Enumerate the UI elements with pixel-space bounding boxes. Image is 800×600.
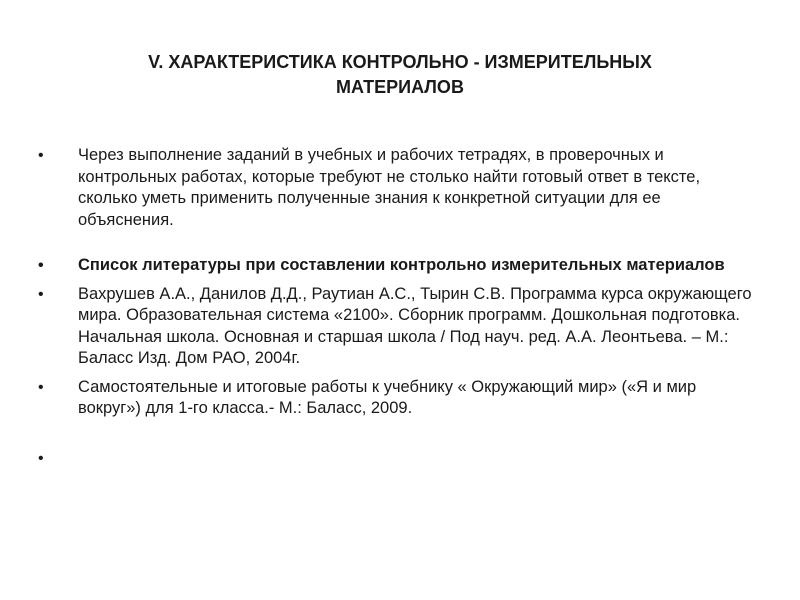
list-item-text: Вахрушев А.А., Данилов Д.Д., Раутиан А.С., Тырин С.В. Программа курса окружающего мира. Образовательная система «2100». Сборник программ. Дошкольная подготовка. Начальная школа. Основная и старшая школа / Под науч. ред. А.А. Леонтьева. – М.: Баласс Изд. Дом РАО, 2004г. bbox=[78, 284, 752, 367]
list-item-bibliography-heading bbox=[38, 255, 758, 277]
list-item-reference-2 bbox=[38, 377, 758, 420]
bullet-icon: • bbox=[38, 378, 44, 396]
bullet-icon: • bbox=[38, 257, 44, 274]
list-item-description bbox=[38, 145, 758, 231]
title-line-2: МАТЕРИАЛОВ bbox=[336, 77, 464, 97]
list-item-text: Список литературы при составлении контрольно измерительных материалов bbox=[78, 256, 725, 274]
list-item-text: Через выполнение заданий в учебных и рабочих тетрадях, в проверочных и контрольных работах, которые требуют не столько найти готовый ответ в тексте, сколько уметь применить полученные знания к конкретной ситуации для ее объяснения. bbox=[78, 146, 701, 229]
bullet-icon: • bbox=[38, 147, 44, 164]
bullet-icon: • bbox=[38, 449, 44, 467]
bullet-icon: • bbox=[38, 285, 44, 303]
bullet-list bbox=[38, 145, 758, 467]
title-line-1: V. ХАРАКТЕРИСТИКА КОНТРОЛЬНО - ИЗМЕРИТЕЛЬНЫХ bbox=[148, 52, 652, 72]
list-item-text: Самостоятельные и итоговые работы к учебнику « Окружающий мир» («Я и мир вокруг») для 1-го класса.- М.: Баласс, 2009. bbox=[78, 377, 697, 417]
list-item-reference-1 bbox=[38, 284, 758, 370]
slide-title bbox=[60, 50, 740, 100]
